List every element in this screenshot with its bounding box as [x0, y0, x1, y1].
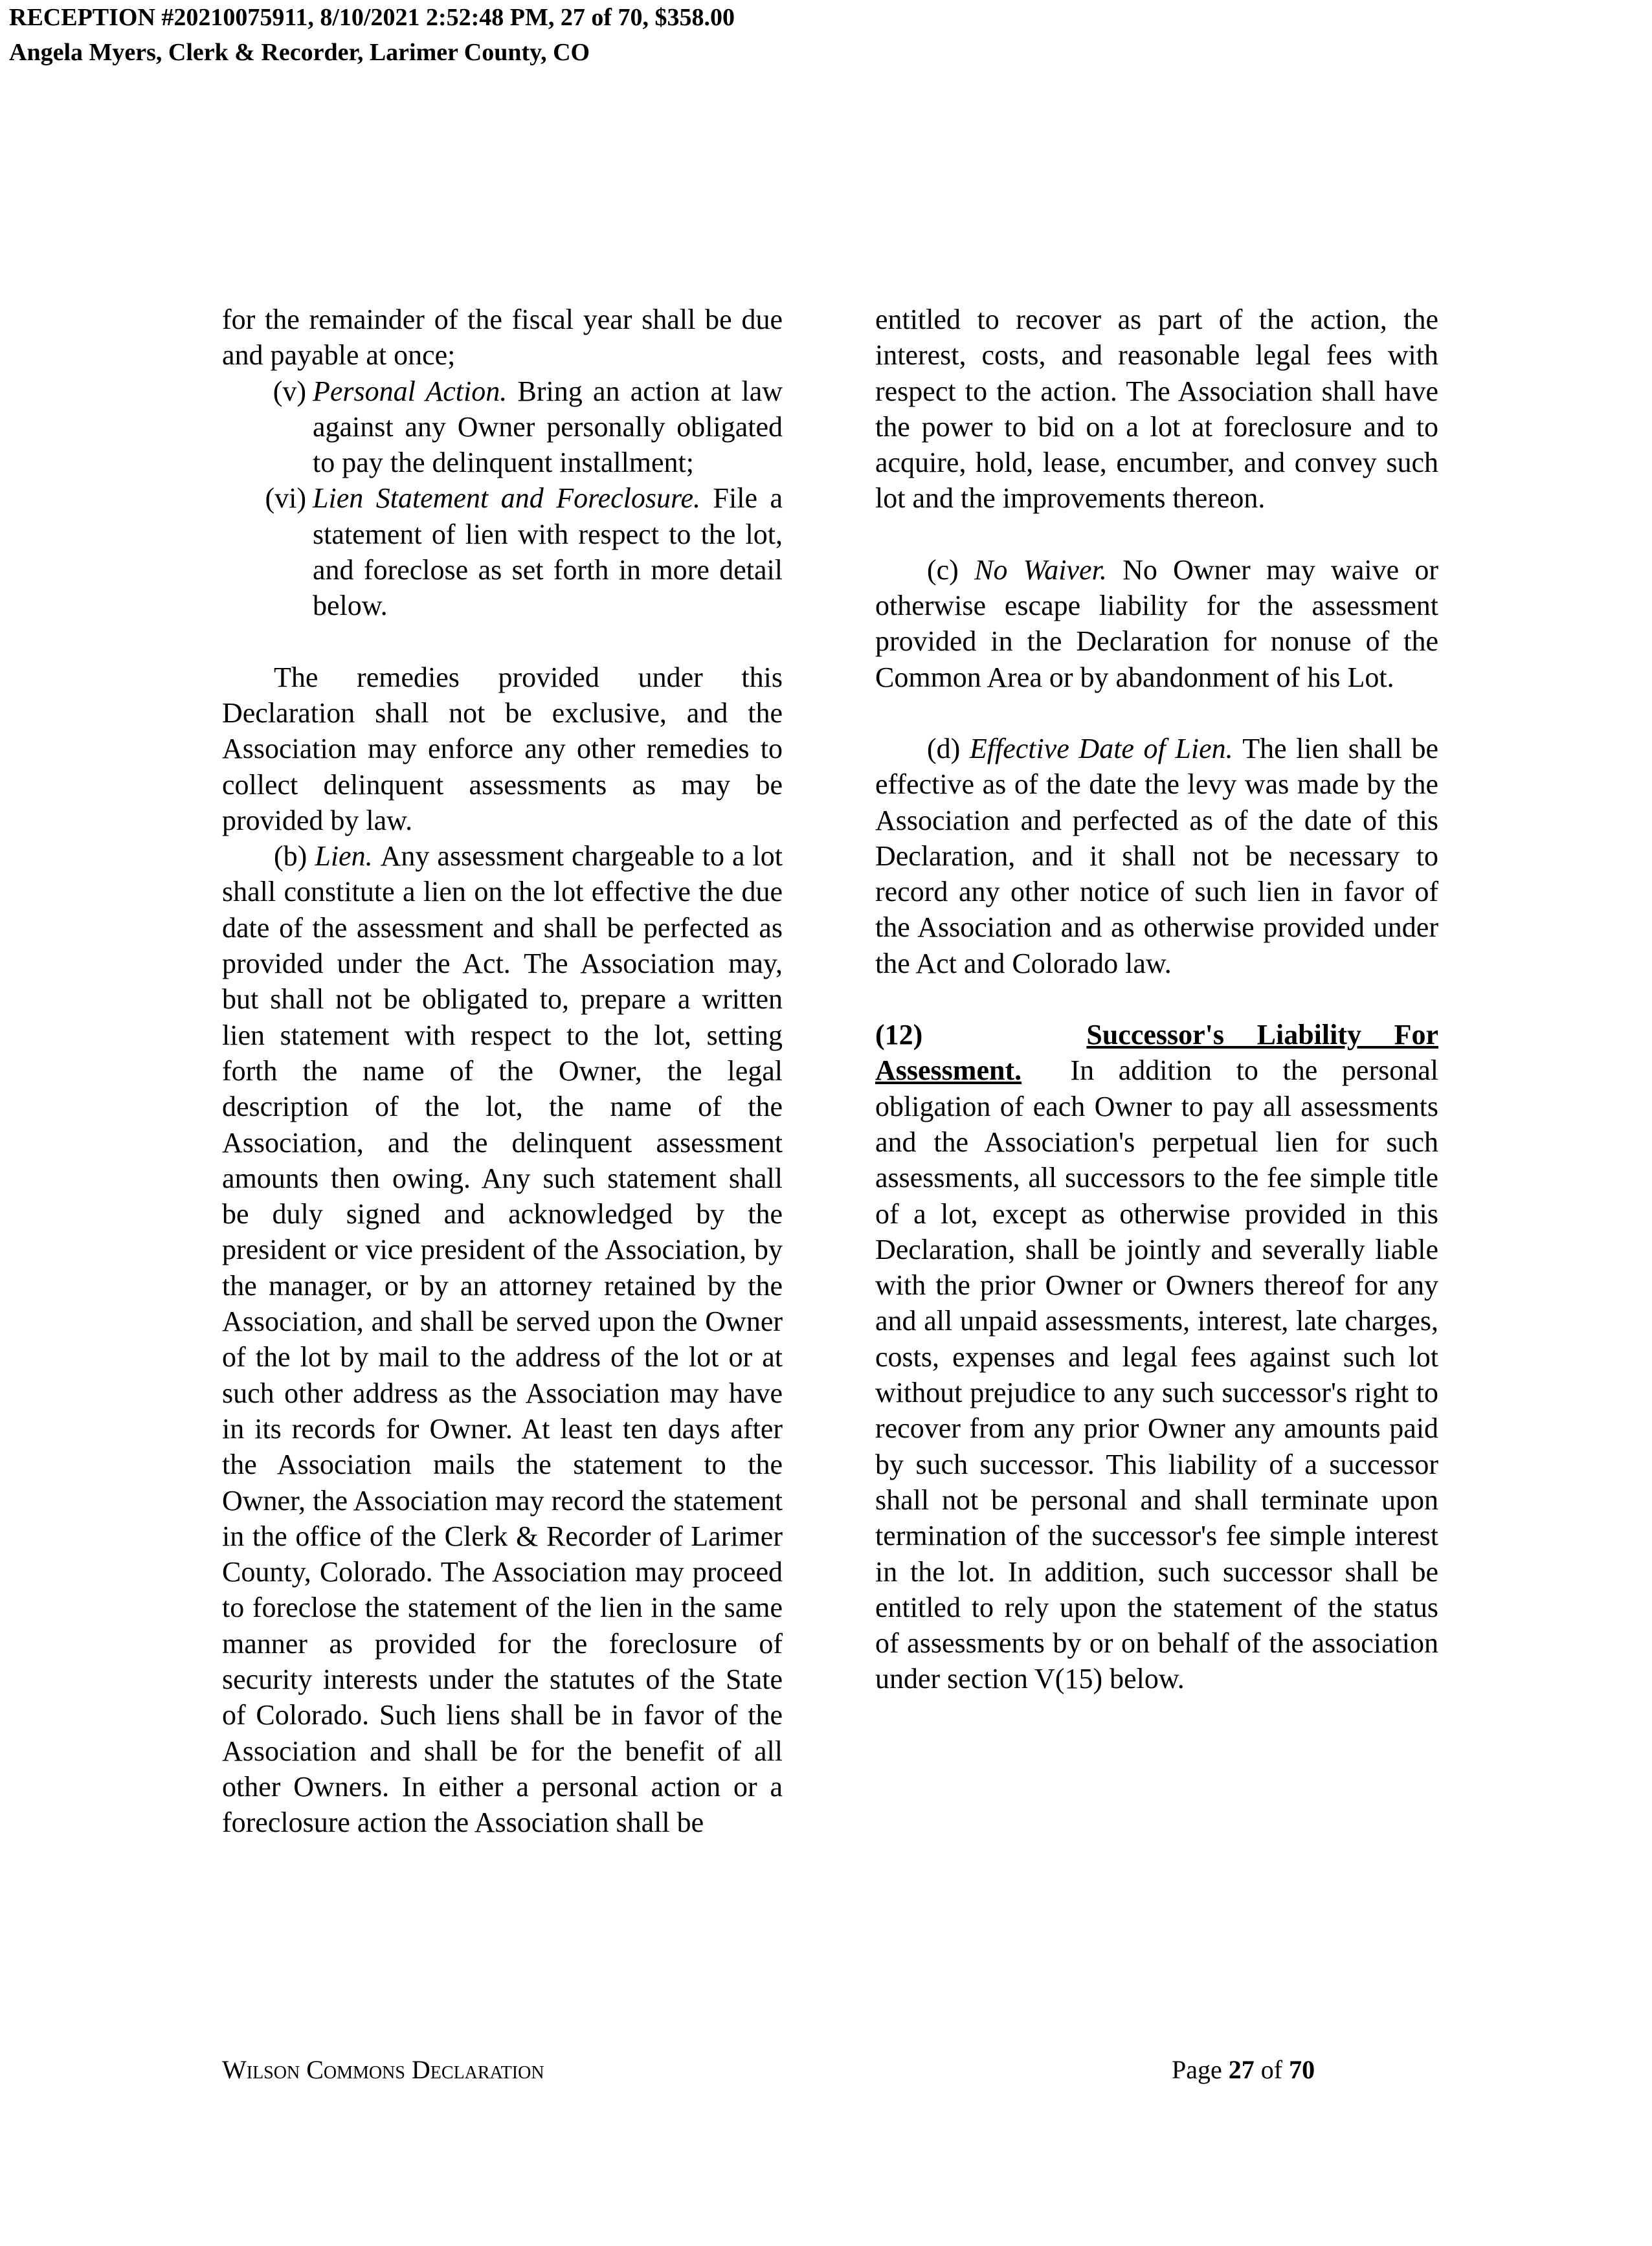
- left-column: [222, 302, 783, 1840]
- section-heading: Successor's Liability For Assessment.: [875, 1019, 1439, 1087]
- page-of: of: [1260, 2055, 1283, 2084]
- list-item-lien-statement: [222, 480, 783, 623]
- lien-paragraph: [222, 838, 783, 1840]
- effective-date-paragraph: [875, 731, 1438, 981]
- paragraph-title: Effective Date of Lien.: [969, 732, 1233, 764]
- item-number: (vi): [265, 482, 306, 515]
- remedies-paragraph: The remedies provided under this Declaration shall not be exclusive, and the Association may enforce any other remedies to collect delinquent assessments as may be provided by law.: [222, 661, 783, 836]
- recording-stamp: [9, 0, 735, 70]
- paragraph-label: (b): [274, 840, 307, 873]
- item-number: (v): [273, 375, 306, 407]
- stamp-line-clerk: Angela Myers, Clerk & Recorder, Larimer County, CO: [9, 39, 590, 66]
- page-prefix: Page: [1172, 2055, 1222, 2084]
- stamp-line-reception: RECEPTION #20210075911, 8/10/2021 2:52:48 PM, 27 of 70, $358.00: [9, 4, 735, 31]
- fiscal-year-continuation: for the remainder of the fiscal year shall be due and payable at once;: [222, 304, 783, 372]
- item-title: Lien Statement and Foreclosure.: [313, 482, 701, 515]
- page-current: 27: [1228, 2055, 1255, 2084]
- paragraph-title: Lien.: [315, 840, 373, 873]
- foreclosure-continuation: entitled to recover as part of the action, the interest, costs, and reasonable legal fees with respect to the action. The Association shall have the power to bid on a lot at foreclosure and to acquire, hold, lease, encumber, and convey such lot and the improvements thereon.: [875, 304, 1438, 515]
- section-12-paragraph: [875, 1017, 1438, 1697]
- paragraph-label: (d): [927, 732, 961, 764]
- footer-page-number: [1172, 2053, 1315, 2087]
- paragraph-text: Any assessment chargeable to a lot shall constitute a lien on the lot effective the due date of the assessment and shall be perfected as provided under the Act. The Association may, but shall not be obligated to, prepare a written lien statement with respect to the lot, setting forth the name of the Owner, the legal description of the lot, the name of the Association, and the delinquent assessment amounts then owing. Any such statement shall be duly signed and acknowledged by the president or vice president of the Association, by the manager, or by an attorney retained by the Association, and shall be served upon the Owner of the lot by mail to the address of the lot or at such other address as the Association may have in its records for Owner. At least ten days after the Association mails the statement to the Owner, the Association may record the statement in the office of the Clerk & Recorder of Larimer County, Colorado. The Association may proceed to foreclose the statement of the lien in the same manner as provided for the foreclosure of security interests under the statutes of the State of Colorado. Such liens shall be in favor of the Association and shall be for the benefit of all other Owners. In either a personal action or a foreclosure action the Association shall be: [222, 840, 783, 1839]
- section-number: (12): [875, 1019, 923, 1051]
- item-title: Personal Action.: [313, 375, 508, 407]
- right-column: [875, 302, 1438, 1697]
- paragraph-text: The lien shall be effective as of the date the levy was made by the Association and perfected as of the date of this Declaration, and it shall not be necessary to record any other notice of such lien in favor of the Association and as otherwise provided under the Act and Colorado law.: [875, 732, 1439, 979]
- item-text: File a statement of lien with respect to the lot, and foreclose as set forth in more detail below.: [313, 482, 783, 622]
- no-waiver-paragraph: [875, 552, 1438, 695]
- item-text: Bring an action at law against any Owner personally obligated to pay the delinquent installment;: [313, 375, 783, 479]
- footer-document-name: Wilson Commons Declaration: [222, 2055, 544, 2084]
- section-text: In addition to the personal obligation of each Owner to pay all assessments and the Association's perpetual lien for such assessments, all successors to the fee simple title of a lot, except as otherwise provided in this Declaration, shall be jointly and severally liable with the prior Owner or Owners thereof for any and all unpaid assessments, interest, late charges, costs, expenses and legal fees against such lot without prejudice to any such successor's right to recover from any prior Owner any amounts paid by such successor. This liability of a successor shall not be personal and shall terminate upon termination of the successor's fee simple interest in the lot. In addition, such successor shall be entitled to rely upon the statement of the status of assessments by or on behalf of the association under section V(15) below.: [875, 1054, 1438, 1695]
- paragraph-title: No Waiver.: [974, 553, 1107, 586]
- page-total: 70: [1289, 2055, 1315, 2084]
- paragraph-text: No Owner may waive or otherwise escape liability for the assessment provided in the Declaration for nonuse of the Common Area or by abandonment of his Lot.: [875, 553, 1439, 693]
- list-item-personal-action: [222, 373, 783, 481]
- paragraph-label: (c): [927, 553, 959, 586]
